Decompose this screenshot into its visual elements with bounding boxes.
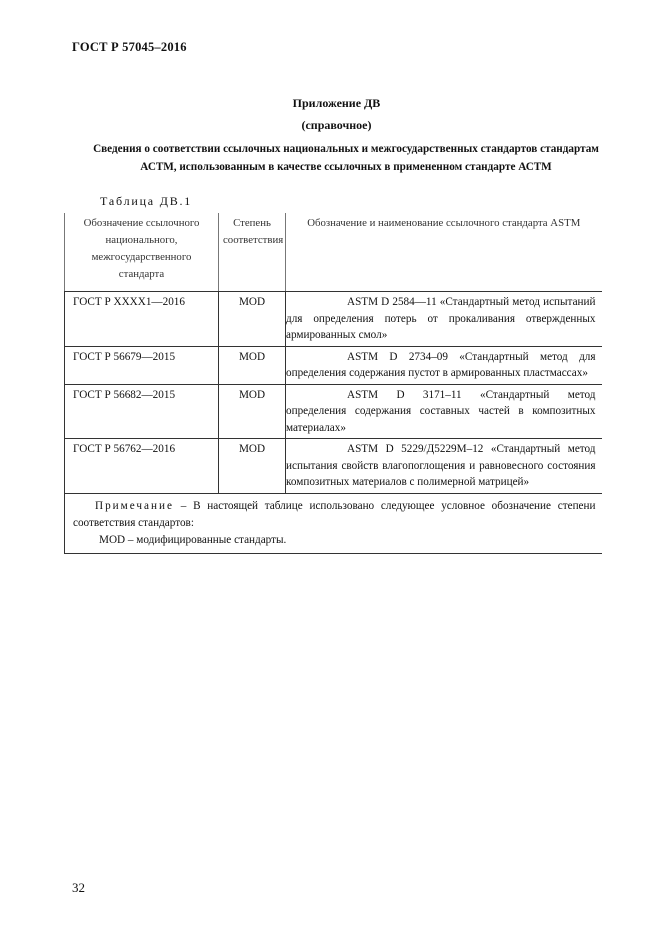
page-number: 32 — [72, 880, 85, 895]
header-national-standard: Обозначение ссылочного национального, межгосударственного стандарта — [65, 213, 219, 292]
table-row — [65, 384, 602, 439]
cell-national-standard: ГОСТ Р 56679—2015 — [65, 346, 219, 384]
cell-degree: MOD — [219, 346, 286, 384]
astm-description: ASTM D 5229/Д5229М–12 «Стандартный метод испытания свойств влагопоглощения и равновесного состояния композитных материалов с полимерной матрицей» — [286, 443, 596, 488]
appendix-subtitle: (справочное) — [301, 118, 372, 132]
header-astm-standard: Обозначение и наименование ссылочного стандарта ASTM — [286, 213, 602, 292]
cell-degree: MOD — [219, 384, 286, 439]
cell-degree: MOD — [219, 292, 286, 347]
table-row — [65, 292, 602, 347]
note-body: – В настоящей таблице использовано следующее условное обозначение степени соответствия стандартов: — [73, 499, 596, 529]
table-row — [65, 346, 602, 384]
document-code: ГОСТ Р 57045–2016 — [72, 40, 187, 54]
table-note — [65, 493, 602, 553]
cell-astm-standard — [286, 346, 602, 384]
header-degree: Степень соответствия — [219, 213, 286, 292]
appendix-title: Приложение ДВ — [292, 96, 381, 110]
cell-degree: MOD — [219, 439, 286, 494]
appendix-caption: Сведения о соответствии ссылочных национальных и межгосударственных стандартов стандартам АСТМ, использованным в качестве ссылочных в примененном стандарте АСТМ — [93, 143, 599, 173]
cell-astm-standard — [286, 292, 602, 347]
table-note-row — [65, 493, 602, 553]
table-label: Таблица ДВ.1 — [100, 194, 193, 208]
cell-astm-standard — [286, 384, 602, 439]
table-header-row — [65, 213, 602, 292]
cell-national-standard: ГОСТ Р 56682—2015 — [65, 384, 219, 439]
astm-description: ASTM D 3171–11 «Стандартный метод определения содержания составных частей в композитных материалах» — [286, 388, 596, 434]
note-label: Примечание — [95, 499, 174, 512]
cell-astm-standard — [286, 439, 602, 494]
cell-national-standard: ГОСТ Р ХХХХ1—2016 — [65, 292, 219, 347]
astm-description: ASTM D 2584—11 «Стандартный метод испытаний для определения потерь от прокаливания отвержденных армированных смол» — [286, 296, 596, 341]
note-text — [73, 498, 596, 532]
table-row — [65, 439, 602, 494]
cell-national-standard: ГОСТ Р 56762—2016 — [65, 439, 219, 494]
correspondence-table — [64, 213, 602, 554]
note-legend: MOD – модифицированные стандарты. — [99, 533, 287, 546]
astm-description: ASTM D 2734–09 «Стандартный метод для определения содержания пустот в армированных пластмассах» — [286, 350, 596, 379]
